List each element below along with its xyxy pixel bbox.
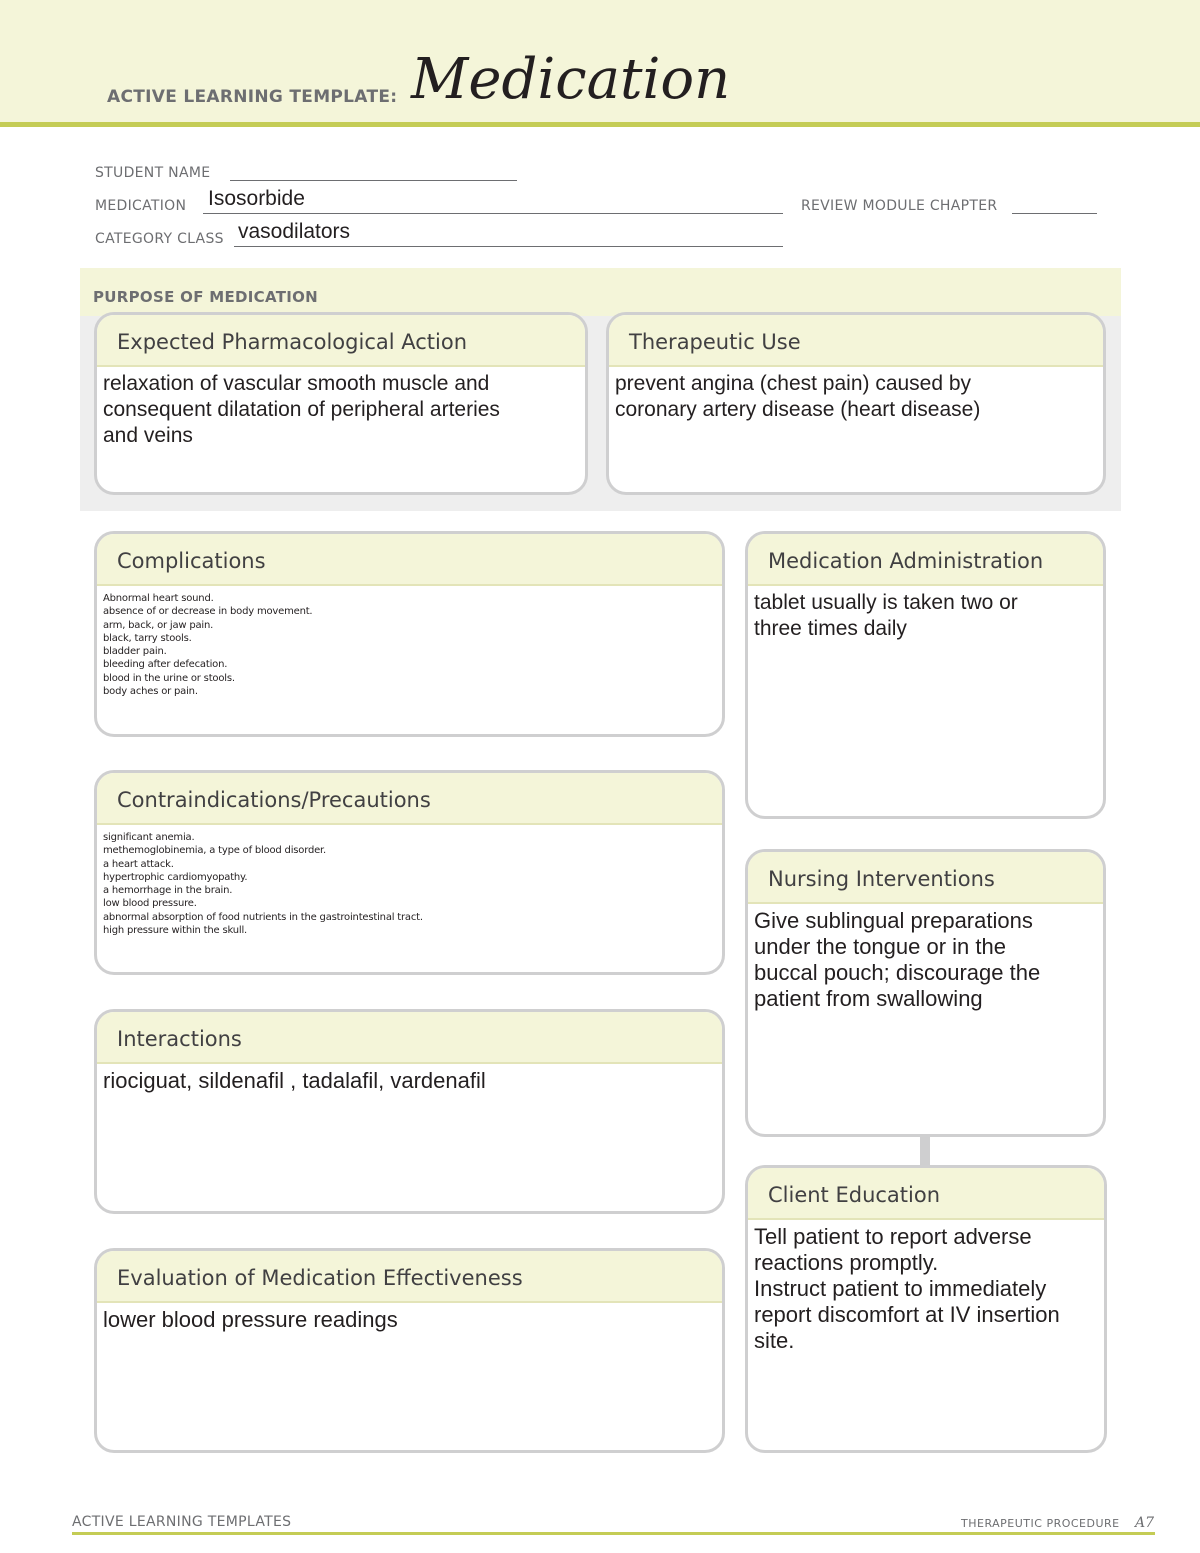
text-line: reactions promptly. <box>754 1250 939 1275</box>
medication-value: Isosorbide <box>208 187 305 210</box>
text-line: relaxation of vascular smooth muscle and <box>103 372 490 395</box>
evaluation-text <box>97 1303 722 1333</box>
expected-action-heading: Expected Pharmacological Action <box>97 315 585 367</box>
nursing-interventions-box[interactable] <box>745 849 1106 1137</box>
client-education-text <box>748 1220 1104 1354</box>
category-class-label: CATEGORY CLASS <box>95 231 224 247</box>
text-line: under the tongue or in the <box>754 934 1006 959</box>
nursing-interventions-text <box>748 904 1103 1012</box>
category-class-field[interactable] <box>234 246 783 247</box>
medication-field[interactable] <box>203 213 783 214</box>
complications-text <box>97 586 722 698</box>
contraindications-heading: Contraindications/Precautions <box>97 773 722 825</box>
text-line: bleeding after defecation. <box>103 659 228 671</box>
text-line: abnormal absorption of food nutrients in the gastrointestinal tract. <box>103 911 423 923</box>
text-line: coronary artery disease (heart disease) <box>615 398 981 421</box>
evaluation-heading: Evaluation of Medication Effectiveness <box>97 1251 722 1303</box>
interactions-box[interactable] <box>94 1009 725 1214</box>
therapeutic-use-box[interactable] <box>606 312 1106 495</box>
expected-action-text <box>97 367 585 449</box>
student-name-field[interactable] <box>230 180 517 181</box>
text-line: absence of or decrease in body movement. <box>103 606 313 618</box>
text-line: prevent angina (chest pain) caused by <box>615 372 972 395</box>
text-line: tablet usually is taken two or <box>754 591 1018 614</box>
text-line: body aches or pain. <box>103 686 198 698</box>
medication-label: MEDICATION <box>95 198 187 214</box>
text-line: Tell patient to report adverse <box>754 1224 1032 1249</box>
footer-rule <box>72 1532 1155 1535</box>
evaluation-box[interactable] <box>94 1248 725 1453</box>
nursing-interventions-heading: Nursing Interventions <box>748 852 1103 904</box>
page-number: A7 <box>1135 1515 1155 1531</box>
client-education-heading: Client Education <box>748 1168 1104 1220</box>
therapeutic-use-heading: Therapeutic Use <box>609 315 1103 367</box>
footer-left: ACTIVE LEARNING TEMPLATES <box>72 1514 292 1530</box>
text-line: bladder pain. <box>103 646 167 658</box>
text-line: three times daily <box>754 617 907 640</box>
category-class-value: vasodilators <box>238 220 351 243</box>
complications-heading: Complications <box>97 534 722 586</box>
interactions-heading: Interactions <box>97 1012 722 1064</box>
interactions-text <box>97 1064 722 1094</box>
text-line: riociguat, sildenafil , tadalafil, vardenafil <box>103 1068 486 1093</box>
text-line: report discomfort at IV insertion <box>754 1302 1060 1327</box>
text-line: low blood pressure. <box>103 898 197 910</box>
text-line: blood in the urine or stools. <box>103 672 235 684</box>
text-line: a heart attack. <box>103 858 174 870</box>
expected-action-box[interactable] <box>94 312 588 495</box>
therapeutic-use-text <box>609 367 1103 423</box>
text-line: consequent dilatation of peripheral arteries <box>103 398 500 421</box>
text-line: black, tarry stools. <box>103 632 192 644</box>
text-line: Give sublingual preparations <box>754 908 1033 933</box>
review-module-field[interactable] <box>1012 213 1097 214</box>
purpose-title: PURPOSE OF MEDICATION <box>93 288 319 306</box>
administration-heading: Medication Administration <box>748 534 1103 586</box>
connector <box>920 1135 930 1168</box>
text-line: site. <box>754 1328 795 1353</box>
text-line: hypertrophic cardiomyopathy. <box>103 871 248 883</box>
footer-right: THERAPEUTIC PROCEDURE <box>961 1517 1120 1530</box>
complications-box[interactable] <box>94 531 725 737</box>
text-line: methemoglobinemia, a type of blood disorder. <box>103 845 327 857</box>
text-line: arm, back, or jaw pain. <box>103 619 214 631</box>
page-title: Medication <box>411 47 731 112</box>
text-line: high pressure within the skull. <box>103 925 248 937</box>
text-line: and veins <box>103 424 193 447</box>
text-line: significant anemia. <box>103 832 195 843</box>
template-label: ACTIVE LEARNING TEMPLATE: <box>107 87 398 107</box>
text-line: a hemorrhage in the brain. <box>103 885 233 897</box>
contraindications-box[interactable] <box>94 770 725 975</box>
header-rule <box>0 122 1200 127</box>
text-line: Instruct patient to immediately <box>754 1276 1047 1301</box>
administration-box[interactable] <box>745 531 1106 819</box>
contraindications-text <box>97 825 722 937</box>
student-name-label: STUDENT NAME <box>95 165 211 181</box>
text-line: Abnormal heart sound. <box>103 593 214 604</box>
client-education-box[interactable] <box>745 1165 1107 1453</box>
review-module-label: REVIEW MODULE CHAPTER <box>801 198 998 214</box>
text-line: buccal pouch; discourage the <box>754 960 1041 985</box>
text-line: lower blood pressure readings <box>103 1307 398 1332</box>
text-line: patient from swallowing <box>754 986 983 1011</box>
administration-text <box>748 586 1103 642</box>
